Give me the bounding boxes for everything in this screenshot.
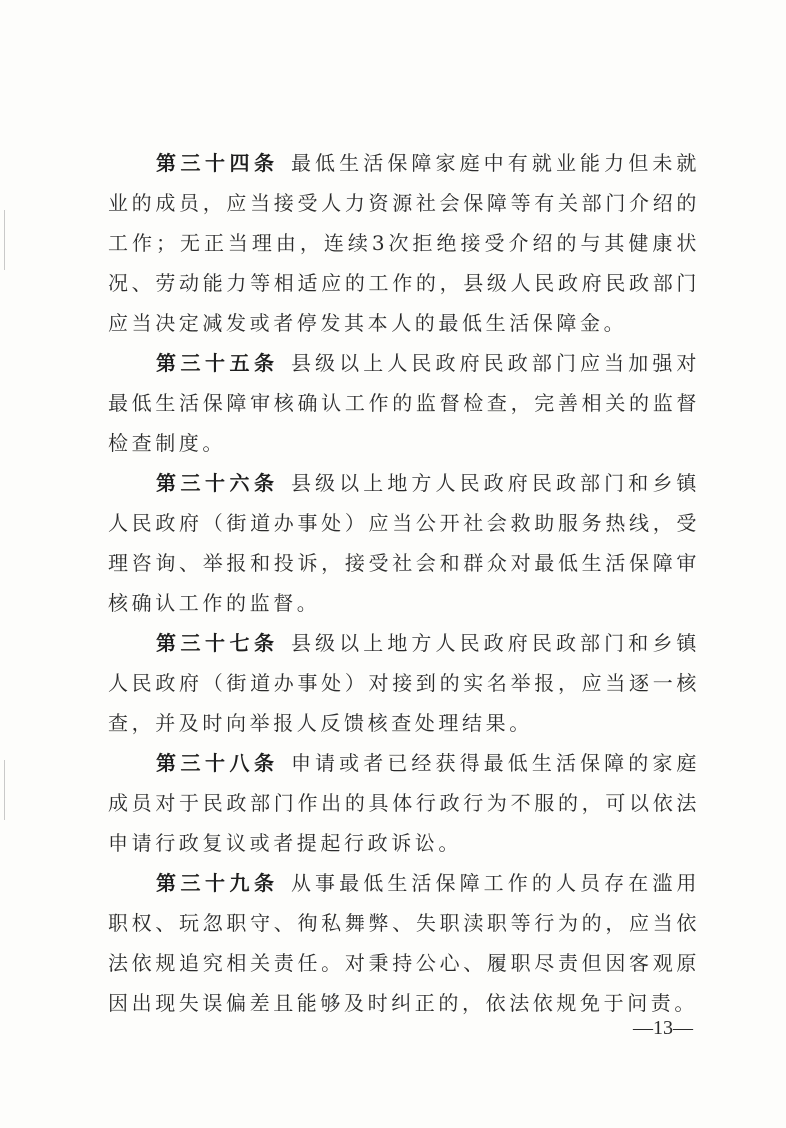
page-number: —13— <box>633 1017 693 1039</box>
article-body: 申请或者已经获得最低生活保障的家庭成员对于民政部门作出的具体行政行为不服的，可以依法申请行政复议或者提起行政诉讼。 <box>108 751 701 855</box>
article-title: 第三十八条 <box>156 751 279 775</box>
article-body: 从事最低生活保障工作的人员存在滥用职权、玩忽职守、徇私舞弊、失职渎职等行为的，应当依法依规追究相关责任。对秉持公心、履职尽责但因客观原因出现失误偏差且能够及时纠正的，依法依规免于问责。 <box>108 871 701 1015</box>
article-title: 第三十四条 <box>156 151 279 175</box>
article-36 <box>108 463 700 623</box>
document-body <box>108 143 700 1023</box>
article-body: 最低生活保障家庭中有就业能力但未就业的成员，应当接受人力资源社会保障等有关部门介绍的工作；无正当理由，连续3次拒绝接受介绍的与其健康状况、劳动能力等相适应的工作的，县级人民政府民政部门应当决定减发或者停发其本人的最低生活保障金。 <box>108 151 701 335</box>
article-title: 第三十五条 <box>156 351 279 375</box>
binding-mark-top <box>4 210 5 270</box>
article-39 <box>108 863 700 1023</box>
article-title: 第三十六条 <box>156 471 279 495</box>
article-35 <box>108 343 700 463</box>
binding-mark-bottom <box>4 760 5 820</box>
article-body: 县级以上地方人民政府民政部门和乡镇人民政府（街道办事处）应当公开社会救助服务热线，受理咨询、举报和投诉，接受社会和群众对最低生活保障审核确认工作的监督。 <box>108 471 701 615</box>
article-37 <box>108 623 700 743</box>
article-body: 县级以上人民政府民政部门应当加强对最低生活保障审核确认工作的监督检查，完善相关的监督检查制度。 <box>108 351 701 455</box>
article-title: 第三十九条 <box>156 871 279 895</box>
article-body: 县级以上地方人民政府民政部门和乡镇人民政府（街道办事处）对接到的实名举报，应当逐一核查，并及时向举报人反馈核查处理结果。 <box>108 631 701 735</box>
article-38 <box>108 743 700 863</box>
article-34 <box>108 143 700 343</box>
article-title: 第三十七条 <box>156 631 279 655</box>
